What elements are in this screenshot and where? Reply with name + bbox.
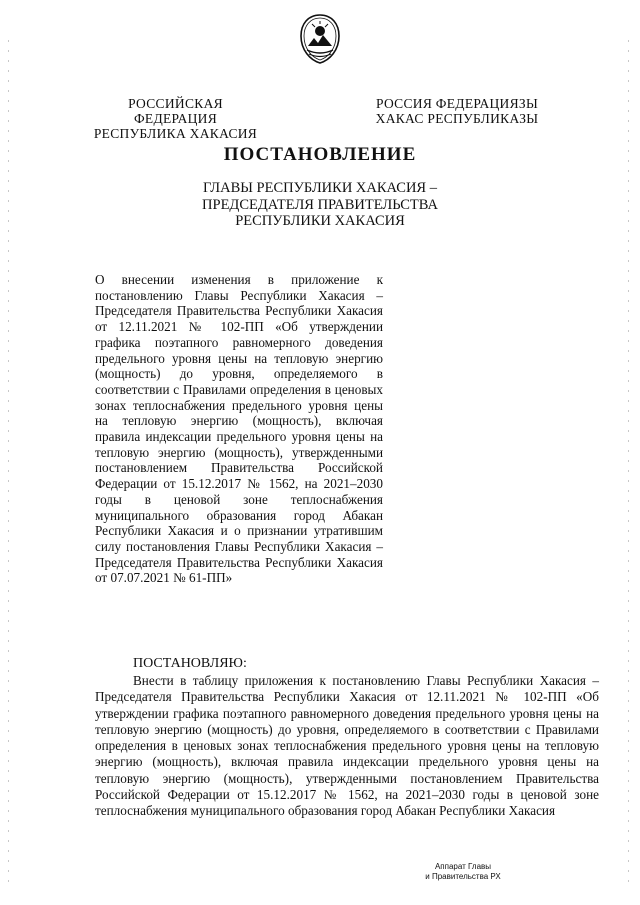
footer-line2: и Правительства РХ <box>425 872 501 881</box>
issuer-line3: РЕСПУБЛИКИ ХАКАСИЯ <box>235 213 405 229</box>
header-left-line1: РОССИЙСКАЯ ФЕДЕРАЦИЯ <box>128 96 223 126</box>
document-issuer <box>160 180 480 230</box>
header-right-line1: РОССИЯ ФЕДЕРАЦИЯЗЫ <box>375 96 539 111</box>
coat-of-arms-icon <box>298 14 342 64</box>
body-paragraph: Внести в таблицу приложения к постановлению Главы Республики Хакасия – Председателя Правительства Республики Хакасия от 12.11.2021 № 102-ПП «Об утверждении графика поэтапного равномерного доведения предельного уровня цены на тепловую энергию (мощность) до уровня, определяемого в соответствии с Правилами определения в ценовых зонах теплоснабжения предельного уровня цены на тепловую энергию (мощность), включая правила индексации предельного уровня цены на тепловую энергию (мощность), утвержденными постановлением Правительства Российской Федерации от 15.12.2017 № 1562, на 2021–2030 годы в ценовой зоне теплоснабжения муниципального образования город Абакан Республики Хакасия <box>95 673 599 819</box>
document-type-title: ПОСТАНОВЛЕНИЕ <box>223 144 417 165</box>
footer-stamp <box>418 862 508 882</box>
right-margin-mark <box>628 40 629 890</box>
subject-text: О внесении изменения в приложение к постановлению Главы Республики Хакасия – Председателя Правительства Республики Хакасия от 12.11.2021 № 102-ПП «Об утверждении графика поэтапного равномерного доведения предельного уровня цены на тепловую энергию (мощность) до уровня, определяемого в соответствии с Правилами определения в ценовых зонах теплоснабжения предельного уровня цены на тепловую энергию (мощность), включая правила индексации предельного уровня цены на тепловую энергию (мощность), утвержденными постановлением Правительства Российской Федерации от 15.12.2017 № 1562, на 2021–2030 годы в ценовой зоне теплоснабжения муниципального образования город Абакан Республики Хакасия и о признании утратившим силу постановления Главы Республики Хакасия – Председателя Правительства Республики Хакасия <box>95 272 383 570</box>
issuer-line2: ПРЕДСЕДАТЕЛЯ ПРАВИТЕЛЬСТВА <box>202 196 438 213</box>
footer-line1: Аппарат Главы <box>434 862 492 871</box>
header-left-line2: РЕСПУБЛИКА ХАКАСИЯ <box>93 126 258 141</box>
left-margin-mark <box>8 40 9 890</box>
decree-word: ПОСТАНОВЛЯЮ: <box>133 656 247 671</box>
header-left <box>88 96 263 141</box>
header-right-line2: ХАКАС РЕСПУБЛИКАЗЫ <box>375 111 539 126</box>
subject-last-line: от 07.07.2021 № 61-ПП» <box>95 570 233 586</box>
issuer-line1: ГЛАВЫ РЕСПУБЛИКИ ХАКАСИЯ – <box>203 180 437 196</box>
document-subject <box>95 272 383 586</box>
header-right <box>372 96 542 126</box>
